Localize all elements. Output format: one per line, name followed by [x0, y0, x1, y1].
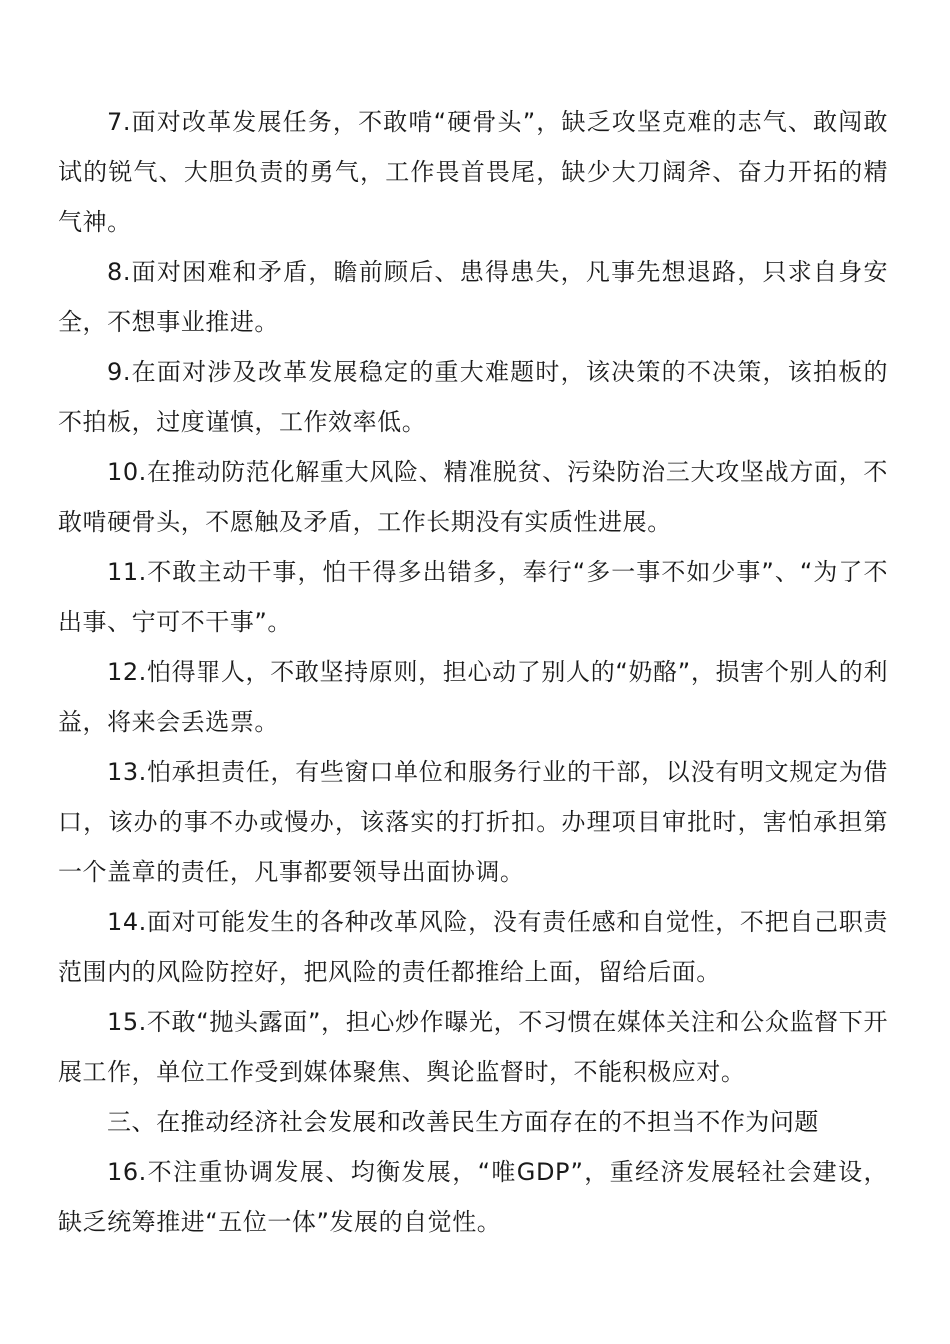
document-page — [58, 97, 888, 1247]
paragraph-15: 15.不敢“抛头露面”，担心炒作曝光，不习惯在媒体关注和公众监督下开展工作，单位工作受到媒体聚焦、舆论监督时，不能积极应对。 — [58, 1008, 888, 1086]
paragraph-12: 12.怕得罪人，不敢坚持原则，担心动了别人的“奶酪”，损害个别人的利益，将来会丢选票。 — [58, 658, 888, 736]
paragraph-16: 16.不注重协调发展、均衡发展，“唯GDP”，重经济发展轻社会建设，缺乏统筹推进“五位一体”发展的自觉性。 — [58, 1158, 888, 1236]
paragraph-7: 7.面对改革发展任务，不敢啃“硬骨头”，缺乏攻坚克难的志气、敢闯敢试的锐气、大胆负责的勇气，工作畏首畏尾，缺少大刀阔斧、奋力开拓的精气神。 — [58, 108, 888, 236]
paragraph-11: 11.不敢主动干事，怕干得多出错多，奉行“多一事不如少事”、“为了不出事、宁可不干事”。 — [58, 558, 888, 636]
section-heading-3: 三、在推动经济社会发展和改善民生方面存在的不担当不作为问题 — [107, 1108, 819, 1136]
paragraph-9: 9.在面对涉及改革发展稳定的重大难题时，该决策的不决策，该拍板的不拍板，过度谨慎，工作效率低。 — [58, 358, 888, 436]
paragraph-13: 13.怕承担责任，有些窗口单位和服务行业的干部，以没有明文规定为借口，该办的事不办或慢办，该落实的打折扣。办理项目审批时，害怕承担第一个盖章的责任，凡事都要领导出面协调。 — [58, 758, 888, 886]
paragraph-14: 14.面对可能发生的各种改革风险，没有责任感和自觉性，不把自己职责范围内的风险防控好，把风险的责任都推给上面，留给后面。 — [58, 908, 888, 986]
paragraph-10: 10.在推动防范化解重大风险、精准脱贫、污染防治三大攻坚战方面，不敢啃硬骨头，不愿触及矛盾，工作长期没有实质性进展。 — [58, 458, 888, 536]
paragraph-8: 8.面对困难和矛盾，瞻前顾后、患得患失，凡事先想退路，只求自身安全，不想事业推进。 — [58, 258, 888, 336]
